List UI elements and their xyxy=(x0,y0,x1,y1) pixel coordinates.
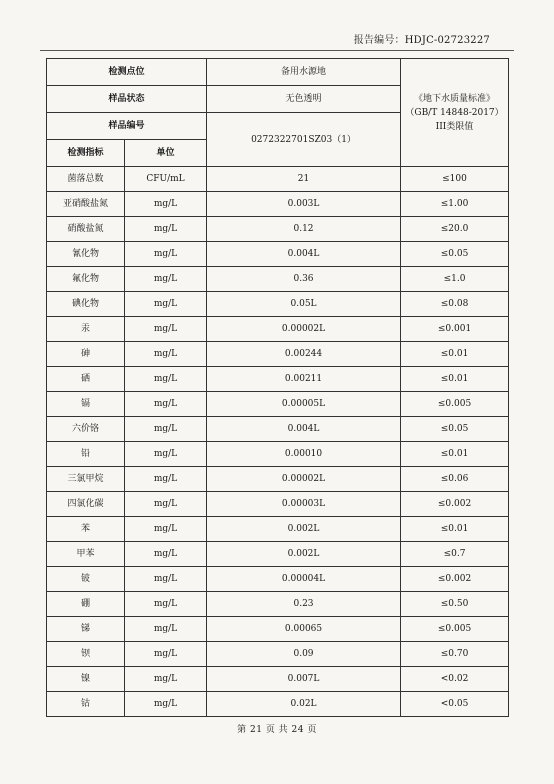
limit-cell: ≤0.70 xyxy=(401,642,509,667)
indicator-cell: 硼 xyxy=(47,592,125,617)
table-row xyxy=(47,342,509,367)
table-row xyxy=(47,292,509,317)
unit-cell: mg/L xyxy=(125,567,207,592)
result-cell: 0.00005L xyxy=(207,392,401,417)
unit-cell: mg/L xyxy=(125,317,207,342)
limit-cell: ≤0.002 xyxy=(401,492,509,517)
table-row xyxy=(47,492,509,517)
indicator-cell: 苯 xyxy=(47,517,125,542)
label-indicator: 检测指标 xyxy=(47,140,125,167)
indicator-cell: 砷 xyxy=(47,342,125,367)
standard-line-1: 《地下水质量标准》 xyxy=(414,93,496,104)
unit-cell: mg/L xyxy=(125,367,207,392)
unit-cell: mg/L xyxy=(125,642,207,667)
indicator-cell: 硝酸盐氮 xyxy=(47,217,125,242)
unit-cell: mg/L xyxy=(125,517,207,542)
result-cell: 0.003L xyxy=(207,192,401,217)
value-state: 无色透明 xyxy=(207,86,401,113)
result-cell: 0.002L xyxy=(207,542,401,567)
table-row xyxy=(47,267,509,292)
table-row xyxy=(47,442,509,467)
table-row xyxy=(47,242,509,267)
unit-cell: mg/L xyxy=(125,542,207,567)
value-sample-no: 0272322701SZ03（1） xyxy=(207,113,401,167)
indicator-cell: 亚硝酸盐氮 xyxy=(47,192,125,217)
unit-cell: mg/L xyxy=(125,192,207,217)
limit-cell: ≤0.05 xyxy=(401,417,509,442)
unit-cell: mg/L xyxy=(125,617,207,642)
result-cell: 0.12 xyxy=(207,217,401,242)
label-site: 检测点位 xyxy=(47,59,207,86)
table-row xyxy=(47,217,509,242)
unit-cell: mg/L xyxy=(125,342,207,367)
limit-cell: ≤0.01 xyxy=(401,442,509,467)
result-cell: 0.23 xyxy=(207,592,401,617)
indicator-cell: 钴 xyxy=(47,692,125,717)
result-cell: 0.00004L xyxy=(207,567,401,592)
indicator-cell: 六价铬 xyxy=(47,417,125,442)
result-cell: 0.004L xyxy=(207,417,401,442)
table-row xyxy=(47,517,509,542)
indicator-cell: 三氯甲烷 xyxy=(47,467,125,492)
result-cell: 0.00002L xyxy=(207,467,401,492)
result-cell: 0.02L xyxy=(207,692,401,717)
limit-cell: <0.05 xyxy=(401,692,509,717)
limit-cell: ≤0.7 xyxy=(401,542,509,567)
standard-header xyxy=(401,59,509,167)
unit-cell: mg/L xyxy=(125,667,207,692)
limit-cell: ≤0.001 xyxy=(401,317,509,342)
limit-cell: ≤0.01 xyxy=(401,517,509,542)
indicator-cell: 氟化物 xyxy=(47,267,125,292)
unit-cell: mg/L xyxy=(125,242,207,267)
label-state: 样品状态 xyxy=(47,86,207,113)
limit-cell: ≤0.08 xyxy=(401,292,509,317)
result-cell: 0.004L xyxy=(207,242,401,267)
table-row xyxy=(47,642,509,667)
table-row xyxy=(47,542,509,567)
unit-cell: mg/L xyxy=(125,592,207,617)
indicator-cell: 硒 xyxy=(47,367,125,392)
indicator-cell: 铍 xyxy=(47,567,125,592)
limit-cell: ≤0.01 xyxy=(401,367,509,392)
table-row xyxy=(47,367,509,392)
header-rule xyxy=(40,50,514,51)
indicator-cell: 汞 xyxy=(47,317,125,342)
limit-cell: ≤0.005 xyxy=(401,617,509,642)
unit-cell: mg/L xyxy=(125,467,207,492)
standard-line-2: （GB/T 14848-2017） xyxy=(405,107,504,118)
result-cell: 0.05L xyxy=(207,292,401,317)
limit-cell: ≤0.005 xyxy=(401,392,509,417)
header-row-site xyxy=(47,59,509,86)
result-cell: 0.09 xyxy=(207,642,401,667)
standard-line-3: III类限值 xyxy=(435,121,474,132)
unit-cell: mg/L xyxy=(125,217,207,242)
limit-cell: ≤0.06 xyxy=(401,467,509,492)
indicator-cell: 锑 xyxy=(47,617,125,642)
result-cell: 21 xyxy=(207,167,401,192)
limit-cell: <0.02 xyxy=(401,667,509,692)
limit-cell: ≤0.50 xyxy=(401,592,509,617)
result-cell: 0.00003L xyxy=(207,492,401,517)
table-row xyxy=(47,417,509,442)
unit-cell: mg/L xyxy=(125,267,207,292)
indicator-cell: 镍 xyxy=(47,667,125,692)
unit-cell: mg/L xyxy=(125,392,207,417)
table-row xyxy=(47,317,509,342)
page-number: 第 21 页 共 24 页 xyxy=(237,725,317,735)
unit-cell: mg/L xyxy=(125,692,207,717)
indicator-cell: 氰化物 xyxy=(47,242,125,267)
value-site: 备用水源地 xyxy=(207,59,401,86)
indicator-cell: 菌落总数 xyxy=(47,167,125,192)
limit-cell: ≤0.05 xyxy=(401,242,509,267)
table-row xyxy=(47,192,509,217)
table-row xyxy=(47,567,509,592)
indicator-cell: 铅 xyxy=(47,442,125,467)
limit-cell: ≤1.00 xyxy=(401,192,509,217)
unit-cell: mg/L xyxy=(125,492,207,517)
result-cell: 0.36 xyxy=(207,267,401,292)
test-results-table xyxy=(46,58,509,717)
table-row xyxy=(47,167,509,192)
table-row xyxy=(47,667,509,692)
unit-cell: CFU/mL xyxy=(125,167,207,192)
limit-cell: ≤0.002 xyxy=(401,567,509,592)
result-cell: 0.00211 xyxy=(207,367,401,392)
table-row xyxy=(47,617,509,642)
table-row xyxy=(47,467,509,492)
result-cell: 0.00002L xyxy=(207,317,401,342)
result-cell: 0.00065 xyxy=(207,617,401,642)
limit-cell: ≤0.01 xyxy=(401,342,509,367)
limit-cell: ≤20.0 xyxy=(401,217,509,242)
result-cell: 0.00244 xyxy=(207,342,401,367)
result-cell: 0.00010 xyxy=(207,442,401,467)
table-row xyxy=(47,592,509,617)
unit-cell: mg/L xyxy=(125,442,207,467)
indicator-cell: 钡 xyxy=(47,642,125,667)
limit-cell: ≤100 xyxy=(401,167,509,192)
label-unit: 单位 xyxy=(125,140,207,167)
indicator-cell: 四氯化碳 xyxy=(47,492,125,517)
indicator-cell: 镉 xyxy=(47,392,125,417)
result-cell: 0.007L xyxy=(207,667,401,692)
limit-cell: ≤1.0 xyxy=(401,267,509,292)
unit-cell: mg/L xyxy=(125,417,207,442)
indicator-cell: 甲苯 xyxy=(47,542,125,567)
report-number: 报告编号：HDJC-02723227 xyxy=(353,35,490,46)
table-row xyxy=(47,692,509,717)
indicator-cell: 碘化物 xyxy=(47,292,125,317)
result-cell: 0.002L xyxy=(207,517,401,542)
unit-cell: mg/L xyxy=(125,292,207,317)
label-sample-no: 样品编号 xyxy=(47,113,207,140)
table-row xyxy=(47,392,509,417)
